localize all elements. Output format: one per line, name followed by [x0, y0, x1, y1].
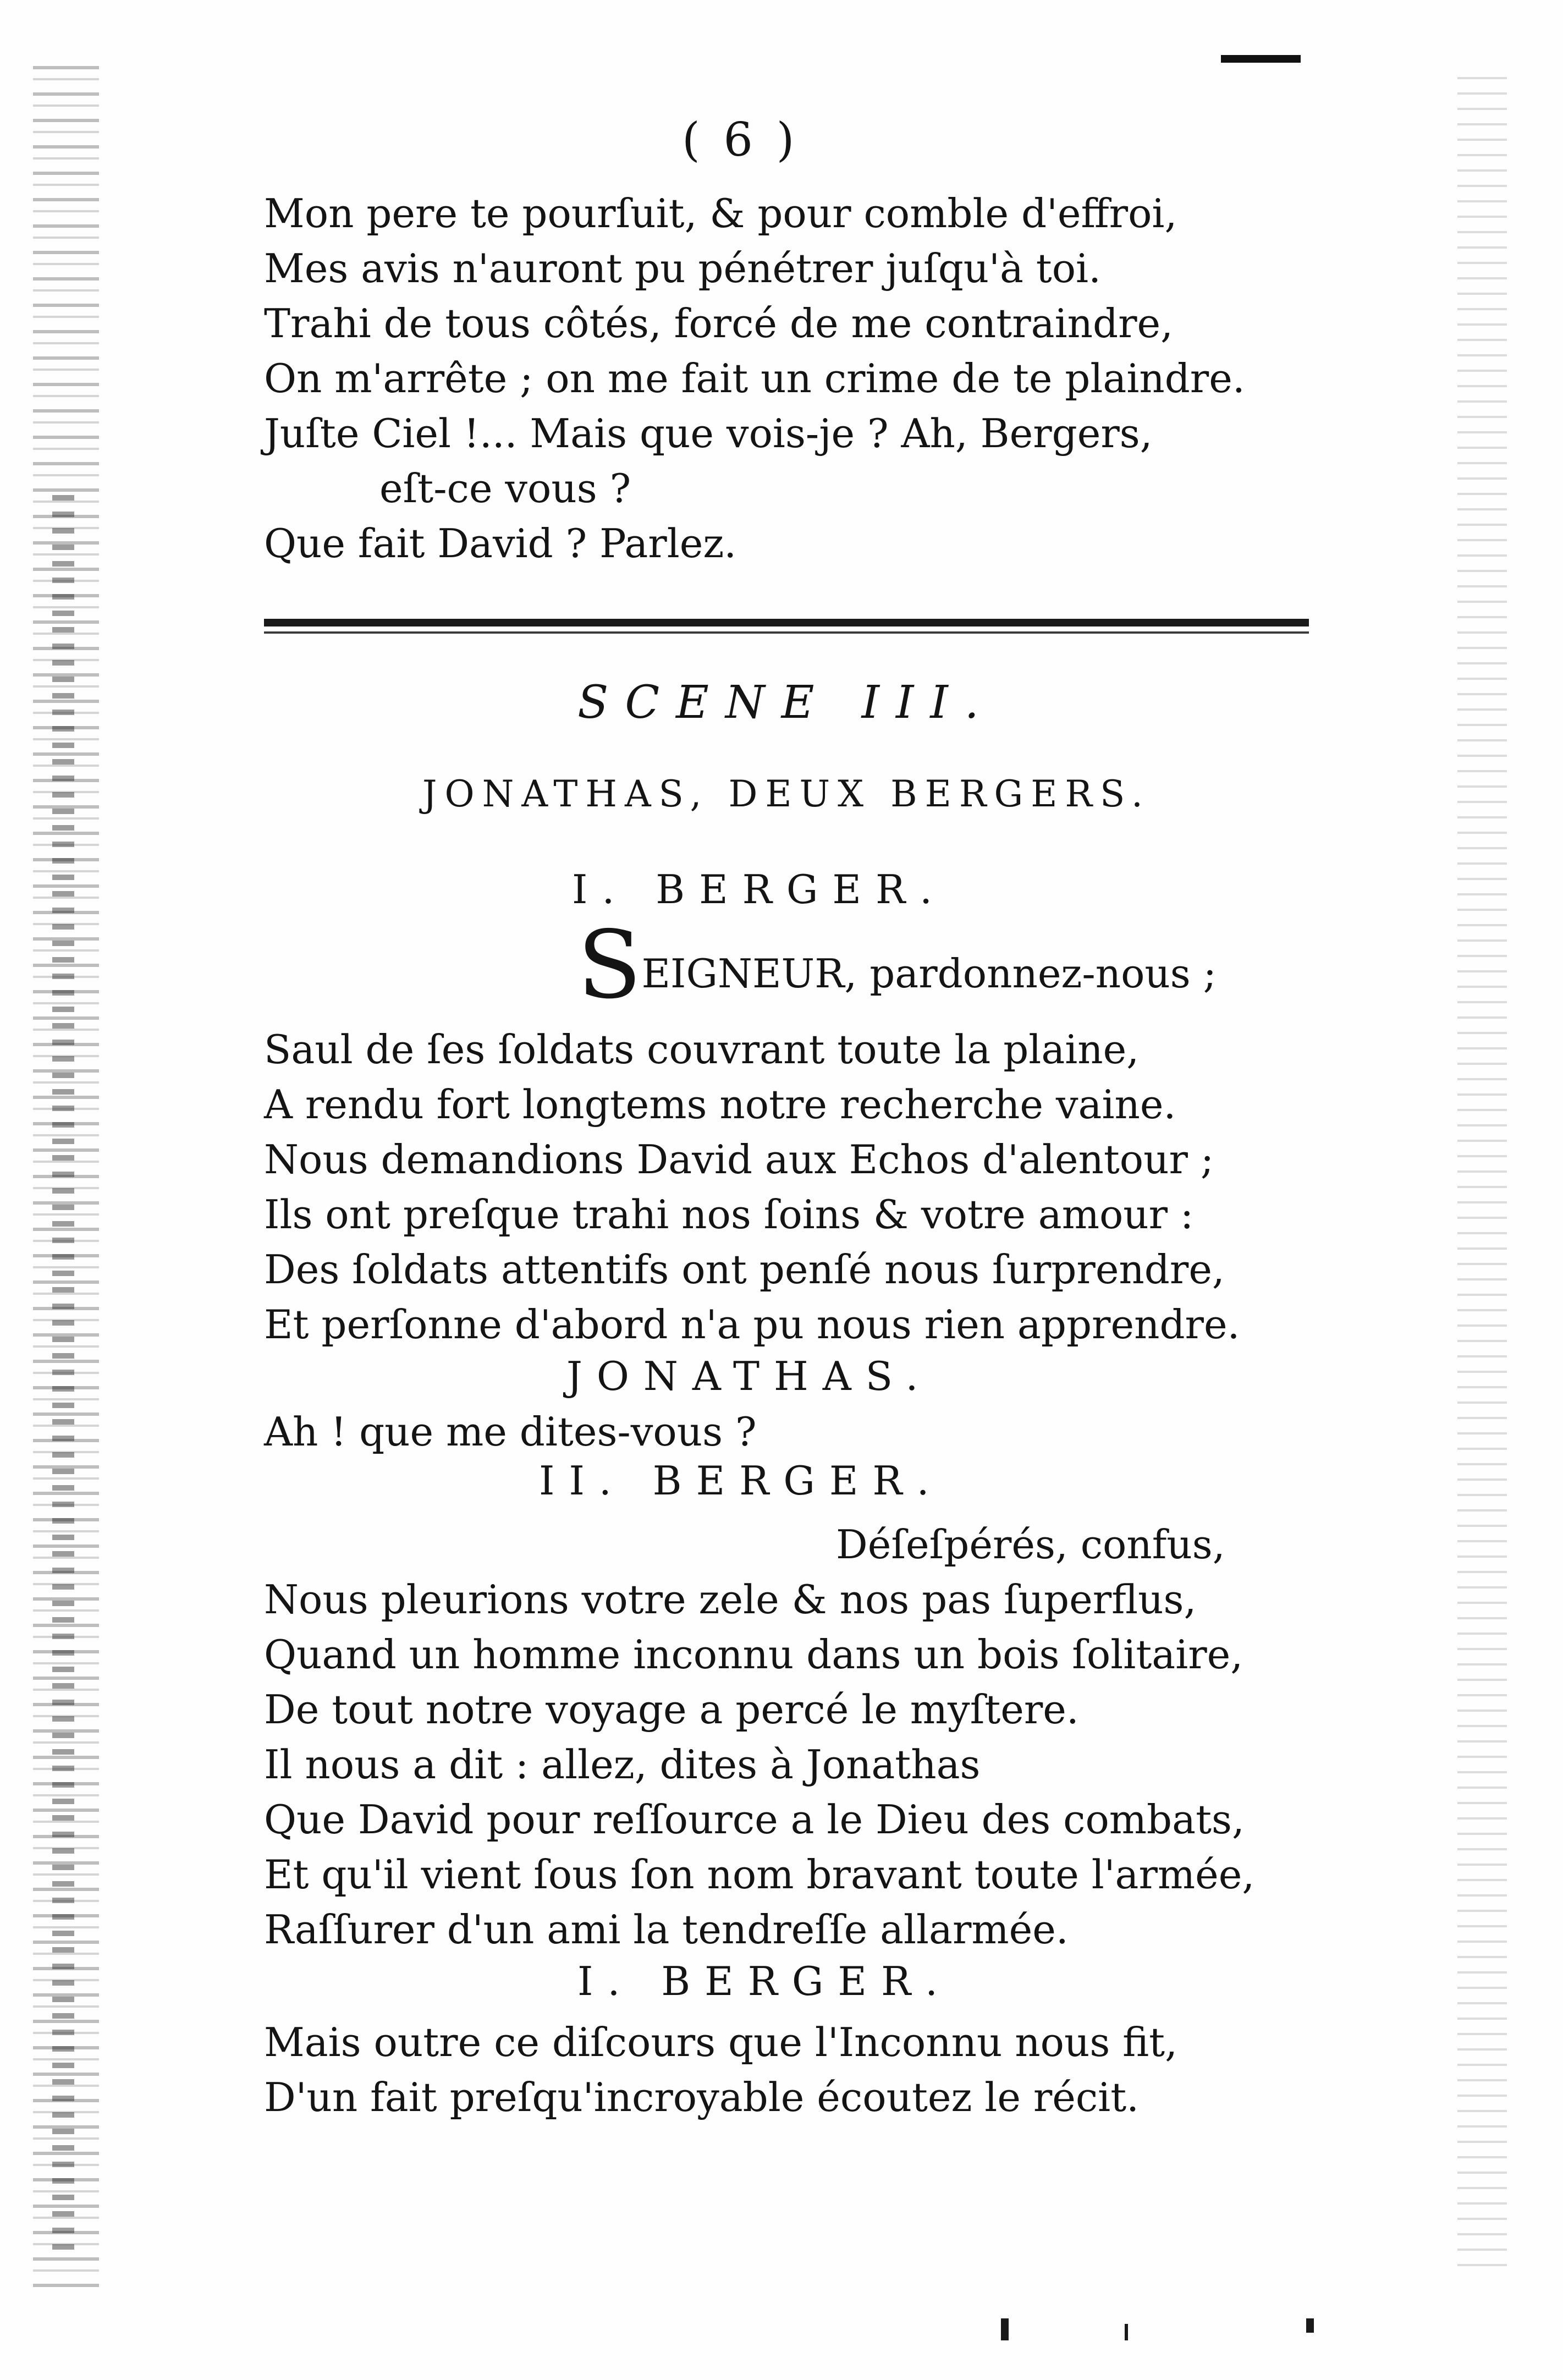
verse-line: Raſſurer d'un ami la tendreſſe allarmée.	[264, 1906, 1069, 1953]
verse-line: Déſeſpérés, confus,	[836, 1521, 1225, 1568]
verse-line: Juſte Ciel !... Mais que vois-je ? Ah, Bergers,	[264, 410, 1153, 457]
speaker-name: I. BERGER.	[577, 1958, 953, 2004]
scan-artifact-mark	[1306, 2318, 1314, 2333]
drop-capital: S	[577, 911, 642, 1020]
verse-line-continuation: eſt-ce vous ?	[379, 465, 631, 512]
character-list: JONATHAS, DEUX BERGERS.	[422, 773, 1151, 815]
verse-line: Que David pour reſſource a le Dieu des combats,	[264, 1796, 1245, 1843]
scene-divider-rule-thin	[264, 631, 1309, 634]
verse-line: Saul de ſes ſoldats couvrant toute la plaine,	[264, 1026, 1140, 1073]
verse-line: Et perſonne d'abord n'a pu nous rien apprendre.	[264, 1301, 1240, 1348]
verse-line: De tout notre voyage a percé le myſtere.	[264, 1686, 1079, 1733]
verse-line: Trahi de tous côtés, forcé de me contraindre,	[264, 300, 1173, 347]
verse-line: Mais outre ce diſcours que l'Inconnu nous fit,	[264, 2019, 1177, 2065]
verse-line: Ah ! que me dites-vous ?	[264, 1409, 757, 1455]
page-number: ( 6 )	[682, 113, 799, 167]
scene-divider-rule	[264, 619, 1309, 626]
verse-line: A rendu fort longtems notre recherche vaine.	[264, 1081, 1176, 1128]
scan-artifact-mark	[1001, 2318, 1009, 2340]
verse-line: D'un fait preſqu'incroyable écoutez le récit.	[264, 2074, 1140, 2120]
scan-gutter-right	[1457, 77, 1507, 2277]
verse-line: Il nous a dit : allez, dites à Jonathas	[264, 1741, 981, 1788]
speaker-name: II. BERGER.	[539, 1458, 944, 1504]
verse-line: Mon pere te pourſuit, & pour comble d'effroi,	[264, 190, 1177, 237]
corner-rule-mark	[1221, 55, 1301, 63]
verse-line: EIGNEUR, pardonnez-nous ;	[641, 950, 1217, 997]
verse-line: Nous pleurions votre zele & nos pas ſuperflus,	[264, 1576, 1197, 1623]
dropcap-line	[577, 911, 1217, 1020]
scan-gutter-left-dark	[52, 495, 74, 2255]
scan-artifact-mark	[1125, 2324, 1128, 2340]
verse-line: On m'arrête ; on me fait un crime de te plaindre.	[264, 355, 1245, 402]
verse-line: Des ſoldats attentifs ont penſé nous ſurprendre,	[264, 1246, 1225, 1293]
verse-line: Et qu'il vient ſous ſon nom bravant toute l'armée,	[264, 1851, 1255, 1898]
verse-line: Nous demandions David aux Echos d'alentour ;	[264, 1136, 1214, 1183]
verse-line: Mes avis n'auront pu pénétrer juſqu'à toi.	[264, 245, 1101, 292]
verse-line: Quand un homme inconnu dans un bois ſolitaire,	[264, 1631, 1243, 1678]
speaker-name: I. BERGER.	[572, 866, 947, 913]
verse-line: Ils ont preſque trahi nos ſoins & votre amour :	[264, 1191, 1194, 1238]
speaker-name: JONATHAS.	[566, 1353, 933, 1399]
scene-title: SCENE III.	[577, 677, 995, 729]
verse-line: Que fait David ? Parlez.	[264, 520, 737, 567]
